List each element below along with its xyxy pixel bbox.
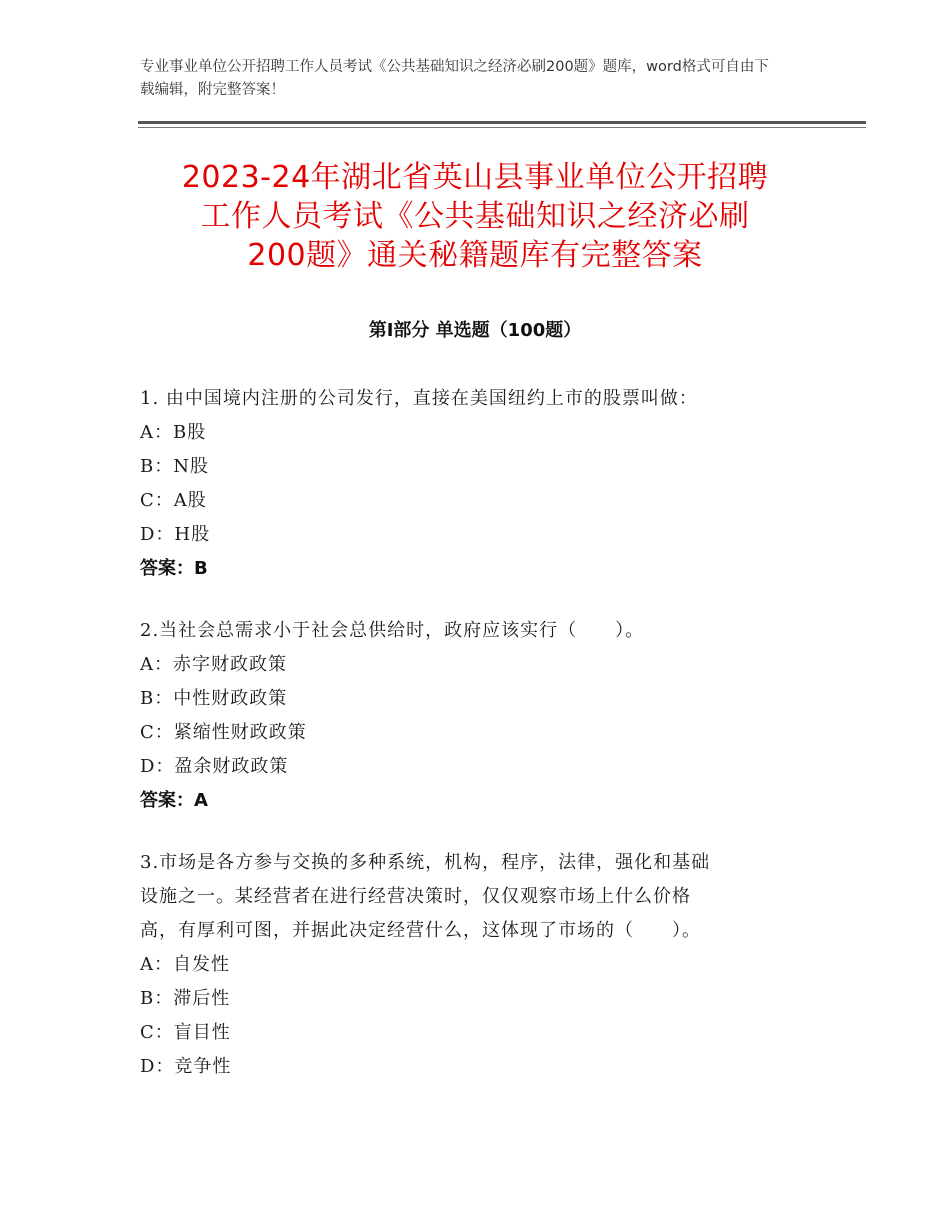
- header-note: 专业事业单位公开招聘工作人员考试《公共基础知识之经济必刷200题》题库，word格式可自由下载编辑，附完整答案！: [140, 59, 769, 98]
- option-d: D：竞争性: [140, 1056, 232, 1077]
- answer: 答案：B: [140, 558, 208, 579]
- header-divider-thin: [138, 127, 866, 128]
- question-1: [140, 382, 810, 586]
- option-a: A：B股: [140, 422, 207, 443]
- option-c: C：A股: [140, 490, 207, 511]
- question-stem: 设施之一。某经营者在进行经营决策时，仅仅观察市场上什么价格: [140, 886, 691, 907]
- question-3: [140, 846, 810, 1084]
- question-stem: 3.市场是各方参与交换的多种系统，机构，程序，法律，强化和基础: [140, 852, 711, 873]
- option-c: C：紧缩性财政政策: [140, 722, 307, 743]
- option-a: A：自发性: [140, 954, 230, 975]
- option-b: B：N股: [140, 456, 209, 477]
- option-a: A：赤字财政政策: [140, 654, 287, 675]
- question-stem: 高，有厚利可图，并据此决定经营什么，这体现了市场的（ ）。: [140, 920, 701, 941]
- option-b: B：中性财政政策: [140, 688, 288, 709]
- header-divider-thick: [138, 121, 866, 124]
- option-b: B：滞后性: [140, 988, 231, 1009]
- option-c: C：盲目性: [140, 1022, 231, 1043]
- section-heading: 第Ⅰ部分 单选题（100题）: [368, 320, 582, 341]
- title-line: 200题》通关秘籍题库有完整答案: [247, 238, 703, 273]
- document-title: [110, 158, 840, 275]
- title-line: 2023-24年湖北省英山县事业单位公开招聘: [181, 160, 769, 195]
- title-line: 工作人员考试《公共基础知识之经济必刷: [200, 199, 750, 234]
- option-d: D：盈余财政政策: [140, 756, 289, 777]
- question-list: [140, 382, 810, 1112]
- answer: 答案：A: [140, 790, 208, 811]
- question-stem: 2.当社会总需求小于社会总供给时，政府应该实行（ ）。: [140, 620, 645, 641]
- question-stem: 1. 由中国境内注册的公司发行，直接在美国纽约上市的股票叫做：: [140, 388, 698, 409]
- question-2: [140, 614, 810, 818]
- option-d: D：H股: [140, 524, 211, 545]
